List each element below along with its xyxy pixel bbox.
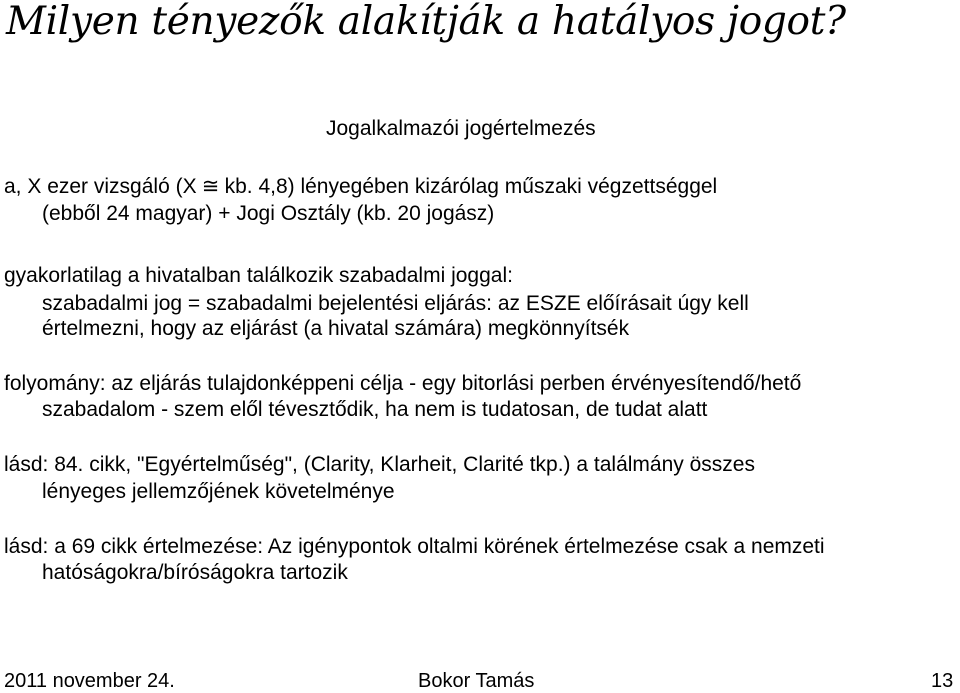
- paragraph-2-line-3: értelmezni, hogy az eljárást (a hivatal számára) megkönnyítsék: [42, 317, 630, 340]
- page-title: Milyen tényezők alakítják a hatályos jogot?: [6, 0, 846, 44]
- paragraph-1-text-b: kb. 4,8) lényegében kizárólag műszaki végzettséggel: [224, 175, 718, 198]
- paragraph-1-text-a: a, X ezer vizsgáló (X: [4, 175, 197, 198]
- slide-subtitle: Jogalkalmazói jogértelmezés: [326, 117, 596, 140]
- paragraph-4-line-1: lásd: 84. cikk, "Egyértelműség", (Clarity, Klarheit, Clarité tkp.) a találmány összes: [4, 453, 755, 476]
- paragraph-5-line-1: lásd: a 69 cikk értelmezése: Az igénypontok oltalmi körének értelmezése csak a nemzeti: [4, 535, 825, 558]
- paragraph-1-line-1: [4, 174, 717, 200]
- paragraph-4-line-2: lényeges jellemzőjének követelménye: [42, 480, 395, 503]
- paragraph-1-line-2: (ebből 24 magyar) + Jogi Osztály (kb. 20 jogász): [42, 202, 495, 225]
- footer-author: Bokor Tamás: [418, 670, 535, 692]
- paragraph-2-line-2: szabadalmi jog = szabadalmi bejelentési eljárás: az ESZE előírásait úgy kell: [42, 292, 749, 315]
- paragraph-5-line-2: hatóságokra/bíróságokra tartozik: [42, 561, 348, 584]
- paragraph-3-line-1: folyomány: az eljárás tulajdonképpeni célja - egy bitorlási perben érvényesítendő/hető: [4, 372, 802, 395]
- footer-date: 2011 november 24.: [4, 670, 175, 692]
- paragraph-2-line-1: gyakorlatilag a hivatalban találkozik szabadalmi joggal:: [4, 264, 513, 287]
- footer-page-number: 13: [931, 670, 954, 692]
- paragraph-3-line-2: szabadalom - szem elől tévesztődik, ha nem is tudatosan, de tudat alatt: [42, 398, 708, 421]
- approx-equal-symbol: ≅: [201, 175, 220, 198]
